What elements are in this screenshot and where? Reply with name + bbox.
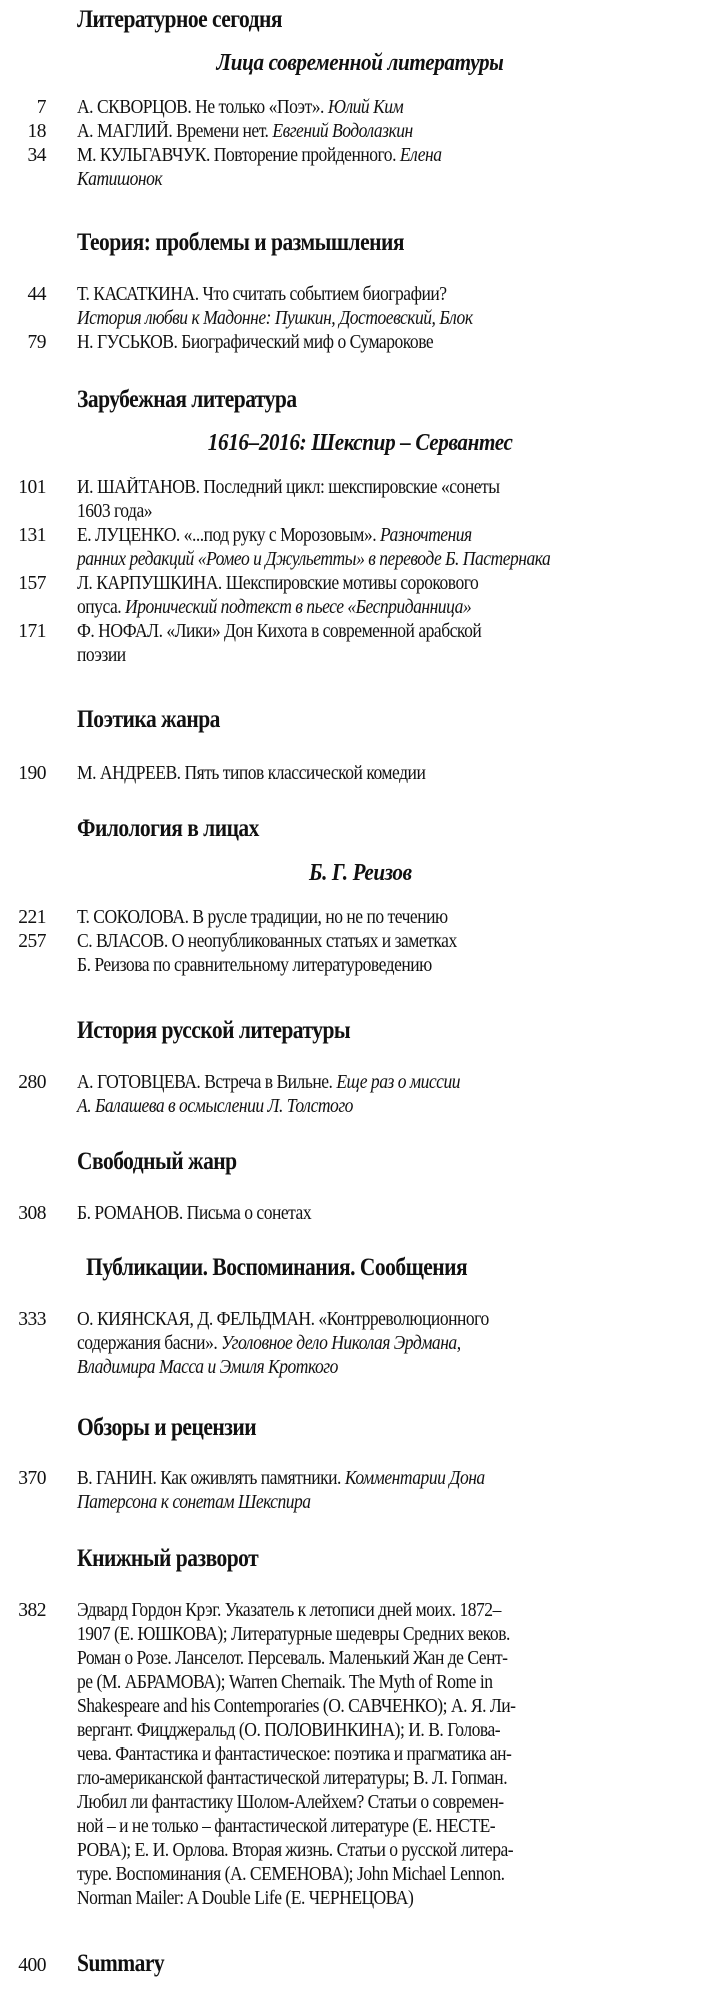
entry-author-title: Б. РОМАНОВ. Письма о сонетах bbox=[77, 1203, 312, 1224]
section-subheading bbox=[0, 50, 720, 77]
section-subheading bbox=[0, 860, 720, 887]
entry-author-title: В. ГАНИН. Как оживлять памятники. bbox=[77, 1468, 345, 1489]
entry-line bbox=[77, 1491, 716, 1515]
entry-author-title: ной – и не только – фантастической литературе (Е. НЕСТЕ- bbox=[77, 1816, 496, 1837]
entry-line bbox=[77, 1695, 716, 1719]
entry-title bbox=[77, 283, 716, 331]
entry-title bbox=[77, 1467, 716, 1515]
entry-line bbox=[77, 1767, 716, 1791]
entry-line bbox=[77, 283, 716, 307]
entry-author-title: опуса. bbox=[77, 597, 126, 618]
section-heading: Литературное сегодня bbox=[77, 6, 282, 33]
entry-author-title: Shakespeare and his Contemporaries (О. САВЧЕНКО); А. Я. Ли- bbox=[77, 1696, 516, 1717]
entry-line bbox=[77, 620, 716, 644]
entry-title bbox=[77, 120, 716, 144]
page-number: 101 bbox=[18, 477, 46, 498]
entry-line bbox=[77, 1095, 716, 1119]
entry-author-title: Л. КАРПУШКИНА. Шекспировские мотивы сорокового bbox=[77, 573, 479, 594]
page-number: 79 bbox=[27, 332, 46, 353]
entry-title bbox=[77, 906, 716, 930]
entry-line bbox=[77, 1671, 716, 1695]
entry-line bbox=[77, 1356, 716, 1380]
entry-line bbox=[77, 1332, 716, 1356]
entry-title bbox=[77, 572, 716, 620]
entry-subtitle: ранних редакций «Ромео и Джульетты» в переводе Б. Пастернака bbox=[77, 549, 551, 570]
entry-author-title: Е. ЛУЦЕНКО. «...под руку с Морозовым». bbox=[77, 525, 380, 546]
section-heading: Филология в лицах bbox=[77, 815, 259, 842]
entry-line bbox=[77, 96, 716, 120]
entry-title bbox=[77, 620, 716, 668]
page-number: 18 bbox=[27, 121, 46, 142]
entry-line bbox=[77, 1202, 716, 1226]
entry-author-title: ре (М. АБРАМОВА); Warren Chernaik. The Myth of Rome in bbox=[77, 1672, 493, 1693]
section-heading: Теория: проблемы и размышления bbox=[77, 229, 404, 256]
entry-line bbox=[77, 120, 716, 144]
entry-author-title: поэзии bbox=[77, 645, 126, 666]
entry-subtitle: А. Балашева в осмыслении Л. Толстого bbox=[77, 1096, 353, 1117]
entry-title bbox=[77, 476, 716, 524]
entry-title bbox=[77, 144, 716, 192]
entry-subtitle: Евгений Водолазкин bbox=[272, 121, 413, 142]
section-heading: История русской литературы bbox=[77, 1017, 351, 1044]
entry-author-title: 1603 года» bbox=[77, 501, 153, 522]
section-heading: Зарубежная литература bbox=[77, 386, 297, 413]
entry-title bbox=[77, 524, 716, 572]
entry-line bbox=[77, 500, 716, 524]
section-heading: Поэтика жанра bbox=[77, 706, 220, 733]
page-number: 44 bbox=[27, 284, 46, 305]
subheading-text: Лица современной литературы bbox=[216, 50, 504, 76]
entry-line bbox=[77, 644, 716, 668]
entry-author-title: Norman Mailer: A Double Life (Е. ЧЕРНЕЦОВА) bbox=[77, 1888, 414, 1909]
page-number: 157 bbox=[18, 573, 46, 594]
entry-title bbox=[77, 1599, 716, 1911]
entry-author-title: 1907 (Е. ЮШКОВА); Литературные шедевры Средних веков. bbox=[77, 1624, 510, 1645]
entry-subtitle: Уголовное дело Николая Эрдмана, bbox=[221, 1333, 461, 1354]
entry-line bbox=[77, 1647, 716, 1671]
subheading-text: 1616–2016: Шекспир – Сервантес bbox=[207, 430, 513, 456]
entry-subtitle: Патерсона к сонетам Шекспира bbox=[77, 1492, 311, 1513]
entry-subtitle: История любви к Мадонне: Пушкин, Достоевский, Блок bbox=[77, 308, 473, 329]
entry-author-title: содержания басни». bbox=[77, 1333, 222, 1354]
entry-line bbox=[77, 954, 716, 978]
page-number: 171 bbox=[18, 621, 46, 642]
entry-line bbox=[77, 906, 716, 930]
entry-line bbox=[77, 1815, 716, 1839]
entry-line bbox=[77, 572, 716, 596]
entry-subtitle: Еще раз о миссии bbox=[336, 1072, 461, 1093]
page-number: 7 bbox=[36, 97, 46, 118]
entry-line bbox=[77, 1839, 716, 1863]
entry-author-title: И. ШАЙТАНОВ. Последний цикл: шекспировские «сонеты bbox=[77, 477, 500, 498]
entry-line bbox=[77, 1308, 716, 1332]
entry-title bbox=[77, 762, 716, 786]
page-number: 382 bbox=[18, 1600, 46, 1621]
page-number: 131 bbox=[18, 525, 46, 546]
subheading-text: Б. Г. Реизов bbox=[308, 860, 412, 886]
section-heading: Книжный разворот bbox=[77, 1545, 259, 1572]
entry-line bbox=[77, 331, 716, 355]
entry-author-title: С. ВЛАСОВ. О неопубликованных статьях и заметках bbox=[77, 931, 457, 952]
entry-author-title: туре. Воспоминания (А. СЕМЕНОВА); John Michael Lennon. bbox=[77, 1864, 505, 1885]
entry-line bbox=[77, 1719, 716, 1743]
entry-author-title: Любил ли фантастику Шолом-Алейхем? Статьи о современ- bbox=[77, 1792, 504, 1813]
entry-line bbox=[77, 307, 716, 331]
entry-line bbox=[77, 1071, 716, 1095]
entry-author-title: Эдвард Гордон Крэг. Указатель к летописи дней моих. 1872– bbox=[77, 1600, 501, 1621]
entry-line bbox=[77, 1887, 716, 1911]
entry-author-title: А. МАГЛИЙ. Времени нет. bbox=[77, 121, 273, 142]
entry-author-title: А. ГОТОВЦЕВА. Встреча в Вильне. bbox=[77, 1072, 337, 1093]
section-heading: Обзоры и рецензии bbox=[77, 1414, 257, 1441]
entry-title bbox=[77, 1308, 716, 1380]
entry-author-title: РОВА); Е. И. Орлова. Вторая жизнь. Статьи о русской литера- bbox=[77, 1840, 514, 1861]
entry-line bbox=[77, 1623, 716, 1647]
section-heading: Свободный жанр bbox=[77, 1148, 237, 1175]
page-number: 308 bbox=[18, 1203, 46, 1224]
entry-author-title: вергант. Фицджеральд (О. ПОЛОВИНКИНА); И. В. Голова- bbox=[77, 1720, 501, 1741]
entry-author-title: Б. Реизова по сравнительному литературоведению bbox=[77, 955, 432, 976]
page-number: 400 bbox=[18, 1955, 46, 1976]
entry-line bbox=[77, 596, 716, 620]
entry-line bbox=[77, 548, 716, 572]
section-subheading bbox=[0, 430, 720, 457]
entry-line bbox=[77, 524, 716, 548]
page-number: 190 bbox=[18, 763, 46, 784]
entry-title bbox=[77, 930, 716, 978]
entry-line bbox=[77, 476, 716, 500]
entry-subtitle: Катишонок bbox=[77, 169, 163, 190]
page-number: 221 bbox=[18, 907, 46, 928]
entry-author-title: М. АНДРЕЕВ. Пять типов классической комедии bbox=[77, 763, 426, 784]
entry-title bbox=[77, 96, 716, 120]
entry-author-title: Ф. НОФАЛ. «Лики» Дон Кихота в современной арабской bbox=[77, 621, 482, 642]
entry-subtitle: Елена bbox=[399, 145, 442, 166]
page-number: 257 bbox=[18, 931, 46, 952]
entry-subtitle: Разночтения bbox=[379, 525, 472, 546]
entry-author-title: Н. ГУСЬКОВ. Биографический миф о Сумарокове bbox=[77, 332, 434, 353]
entry-author-title: чева. Фантастика и фантастическое: поэтика и прагматика ан- bbox=[77, 1744, 512, 1765]
entry-author-title: гло-американской фантастической литературы; В. Л. Гопман. bbox=[77, 1768, 508, 1789]
entry-author-title: Т. СОКОЛОВА. В русле традиции, но не по течению bbox=[77, 907, 448, 928]
entry-subtitle: Владимира Масса и Эмиля Кроткого bbox=[77, 1357, 338, 1378]
page-number: 370 bbox=[18, 1468, 46, 1489]
page-number: 333 bbox=[18, 1309, 46, 1330]
entry-author-title: О. КИЯНСКАЯ, Д. ФЕЛЬДМАН. «Контрреволюционного bbox=[77, 1309, 489, 1330]
entry-line bbox=[77, 168, 716, 192]
entry-subtitle: Иронический подтекст в пьесе «Бесприданница» bbox=[125, 597, 472, 618]
entry-line bbox=[77, 1863, 716, 1887]
page-number: 280 bbox=[18, 1072, 46, 1093]
entry-line bbox=[77, 1743, 716, 1767]
summary-heading: Summary bbox=[77, 1950, 165, 1977]
entry-line bbox=[77, 1599, 716, 1623]
section-heading: Публикации. Воспоминания. Сообщения bbox=[86, 1254, 468, 1281]
entry-title bbox=[77, 331, 716, 355]
entry-line bbox=[77, 930, 716, 954]
entry-author-title: А. СКВОРЦОВ. Не только «Поэт». bbox=[77, 97, 328, 118]
page-number: 34 bbox=[27, 145, 46, 166]
entry-title bbox=[77, 1202, 716, 1226]
entry-author-title: Роман о Розе. Ланселот. Персеваль. Маленький Жан де Сент- bbox=[77, 1648, 508, 1669]
entry-author-title: М. КУЛЬГАВЧУК. Повторение пройденного. bbox=[77, 145, 400, 166]
entry-title bbox=[77, 1071, 716, 1119]
entry-subtitle: Комментарии Дона bbox=[344, 1468, 485, 1489]
entry-author-title: Т. КАСАТКИНА. Что считать событием биографии? bbox=[77, 284, 447, 305]
entry-subtitle: Юлий Ким bbox=[327, 97, 404, 118]
entry-line bbox=[77, 144, 716, 168]
entry-line bbox=[77, 762, 716, 786]
entry-line bbox=[77, 1467, 716, 1491]
entry-line bbox=[77, 1791, 716, 1815]
